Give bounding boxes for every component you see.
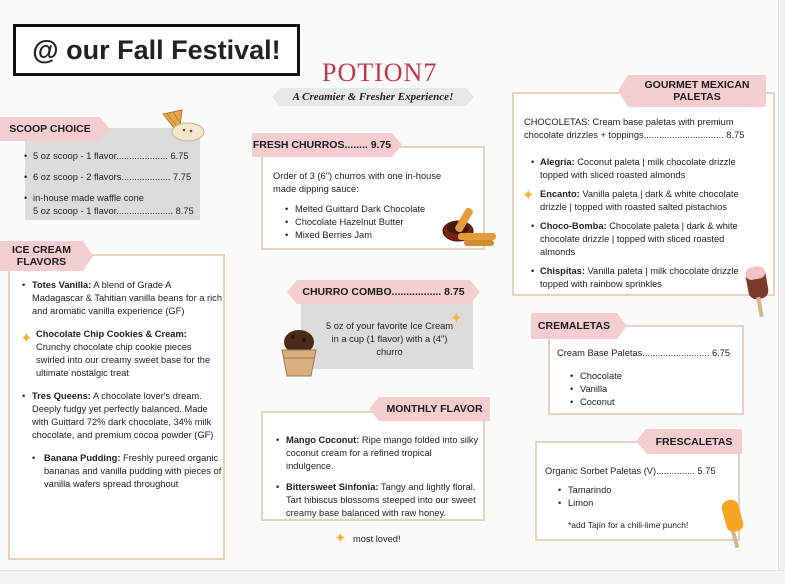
scoop-list	[24, 150, 200, 218]
list-item: • 6 oz scoop - 2 flavors................... 7.75	[24, 172, 192, 182]
churro-combo-title: CHURRO COMBO................. 8.75	[302, 286, 465, 298]
cremaletas-intro: Cream Base Paletas.......................... 6.75	[557, 348, 731, 358]
cremaletas-title: CREMALETAS	[537, 320, 611, 332]
flavor-tres-queens: • Tres Queens: A chocolate lover's dream. Deeply fudgy yet perfectly balanced. Made with Guittard 72% dark chocolate, 34% milk chocolate, and premium cocoa powder (GF)	[22, 391, 214, 440]
churros-content	[273, 170, 453, 242]
vertical-scrollbar[interactable]	[778, 0, 785, 584]
flavor-bittersweet-sinfonia: • Bittersweet Sinfonia: Tangy and lightly floral. Tart hibiscus blossoms steeped into our sweet creamy base balanced with raw honey.	[276, 482, 476, 518]
ice-cream-cup-icon	[277, 328, 321, 380]
flavor-cookies-cream: Chocolate Chip Cookies & Cream: Crunchy chocolate chip cookie pieces swirled into our creamy sweet base for the ultimate nostalgic treat	[36, 329, 211, 378]
brand-tagline: A Creamier & Fresher Experience!	[280, 88, 466, 106]
flavor-banana-pudding: • Banana Pudding: Freshly pureed organic bananas and vanilla pudding with pieces of vanilla wafers spread throughout	[32, 453, 222, 489]
paleta-icon	[743, 263, 773, 319]
ice-cream-flavors-title: ICE CREAM FLAVORS	[12, 244, 71, 268]
churro-combo-header	[297, 280, 470, 304]
star-icon: ✦	[20, 330, 33, 347]
frescaletas-note: *add Tajín for a chili-lime punch!	[568, 520, 689, 530]
paleta-chispitas: • Chispitas: Vanilla paleta | milk chocolate drizzle topped with rainbow sprinkles	[531, 266, 739, 289]
flavor-totes-vanilla: • Totes Vanilla: A blend of Grade A Madagascar & Tahitian vanilla beans for a rich and aromatic vanilla experience (GF)	[22, 280, 223, 316]
monthly-flavor-title: MONTHLY FLAVOR	[386, 403, 483, 415]
horizontal-scrollbar[interactable]	[0, 570, 785, 584]
star-icon: ✦	[522, 187, 535, 204]
mango-paleta-icon	[716, 497, 748, 551]
frescaletas-intro: Organic Sorbet Paletas (V)............... 5.75	[545, 466, 716, 476]
star-icon: ✦	[334, 530, 347, 547]
brand-logo: POTION7	[322, 58, 438, 87]
frescaletas-header	[646, 429, 742, 454]
churros-intro: Order of 3 (6") churros with one in-house made dipping sauce:	[273, 171, 442, 194]
frescaletas-list	[558, 484, 678, 510]
fresh-churros-header	[252, 133, 392, 157]
scoop-choice-title: SCOOP CHOICE	[9, 123, 91, 135]
list-item: • Limon	[558, 498, 594, 508]
fresh-churros-title: FRESH CHURROS........ 9.75	[252, 139, 392, 151]
gourmet-paletas-header	[628, 75, 766, 107]
monthly-flavor-list	[276, 434, 480, 520]
list-item: • Chocolate	[570, 371, 622, 381]
paleta-alegria: • Alegría: Coconut paleta | milk chocolate drizzle topped with sliced roasted almonds	[531, 157, 736, 180]
chocoletas-intro: CHOCOLETAS: Cream base paletas with premium chocolate drizzles + toppings............................... 8.75	[524, 117, 745, 140]
list-item: • Chocolate Hazelnut Butter	[285, 217, 404, 227]
festival-banner: @ our Fall Festival!	[13, 24, 300, 76]
most-loved-legend: most loved!	[353, 534, 401, 544]
scoop-choice-header	[0, 117, 100, 141]
ice-cream-flavor-list	[22, 279, 222, 491]
cremaletas-list	[570, 370, 690, 409]
ice-cream-cone-icon	[160, 104, 206, 144]
list-item: • 5 oz scoop - 1 flavor.................... 6.75	[24, 151, 189, 161]
list-item: • Melted Guittard Dark Chocolate	[285, 204, 426, 214]
combo-desc: 5 oz of your favorite Ice Cream in a cup (1 flavor) with a (4") churro	[325, 321, 454, 357]
ice-cream-flavors-header	[0, 241, 83, 271]
monthly-flavor-header	[379, 397, 490, 421]
list-item: • in-house made waffle cone	[24, 193, 144, 203]
list-item: • Coconut	[570, 397, 615, 407]
chocoletas-list	[528, 156, 758, 291]
list-item: 5 oz scoop - 1 flavor...................... 8.75	[33, 206, 194, 216]
gourmet-paletas-title: GOURMET MEXICAN PALETAS	[644, 79, 750, 103]
flavor-mango-coconut: • Mango Coconut: Ripe mango folded into silky coconut cream for a refined tropical indulgence.	[276, 435, 479, 471]
cremaletas-header	[531, 313, 617, 339]
paleta-encanto: Encanto: Vanilla paleta | dark & white chocolate drizzle | topped with roasted salted pistachios	[540, 189, 739, 212]
churros-icon	[440, 203, 500, 249]
star-icon: ✦	[450, 310, 463, 327]
churros-sauce-list	[273, 203, 453, 242]
list-item: • Mixed Berries Jam	[285, 230, 372, 240]
list-item: • Tamarindo	[558, 485, 612, 495]
paleta-choco-bomba: • Choco-Bomba: Chocolate paleta | dark & white chocolate drizzle | topped with sliced roasted almonds	[531, 221, 738, 257]
list-item: • Vanilla	[570, 384, 608, 394]
frescaletas-title: FRESCALETAS	[655, 435, 733, 448]
